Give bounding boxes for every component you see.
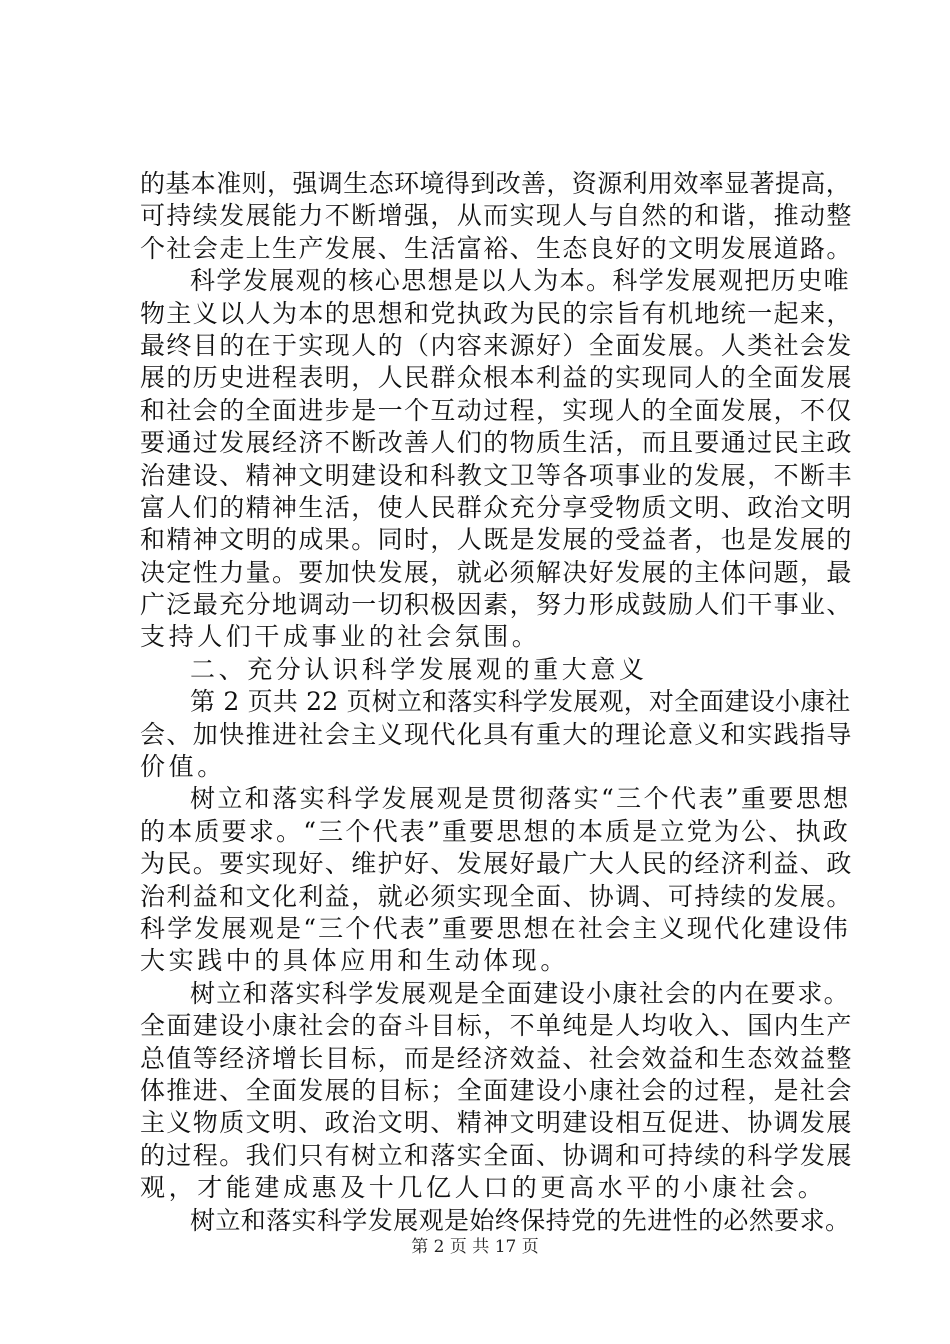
text-line: 治建设、精神文明建设和科教文卫等各项事业的发展，不断丰 — [140, 460, 853, 490]
text-line: 要通过发展经济不断改善人们的物质生活，而且要通过民主政 — [140, 428, 853, 458]
page-number: 第 2 页 共 17 页 — [411, 1237, 539, 1257]
text-line: 个社会走上生产发展、生活富裕、生态良好的文明发展道路。 — [140, 233, 853, 263]
text-line: 和精神文明的成果。同时，人既是发展的受益者，也是发展的 — [140, 525, 853, 555]
text-line: 大实践中的具体应用和生动体现。 — [140, 946, 570, 976]
text-line: 科学发展观是“三个代表”重要思想在社会主义现代化建设伟 — [140, 913, 850, 943]
text-line: 和社会的全面进步是一个互动过程，实现人的全面发展，不仅 — [140, 395, 853, 425]
text-line: 展的历史进程表明，人民群众根本利益的实现同人的全面发展 — [140, 363, 853, 393]
text-line: 富人们的精神生活，使人民群众充分享受物质文明、政治文明 — [140, 492, 853, 522]
text-line: 第 2 页共 22 页树立和落实科学发展观，对全面建设小康社 — [190, 687, 851, 717]
text-line: 总值等经济增长目标，而是经济效益、社会效益和生态效益整 — [140, 1043, 853, 1073]
text-line: 广泛最充分地调动一切积极因素，努力形成鼓励人们干事业、 — [140, 590, 853, 620]
text-line: 树立和落实科学发展观是始终保持党的先进性的必然要求。 — [190, 1205, 851, 1235]
text-line: 的过程。我们只有树立和落实全面、协调和可持续的科学发展 — [140, 1140, 853, 1170]
text-line: 可持续发展能力不断增强，从而实现人与自然的和谐，推动整 — [140, 201, 853, 231]
text-line: 观，才能建成惠及十几亿人口的更高水平的小康社会。 — [140, 1173, 827, 1203]
text-line: 价值。 — [140, 752, 226, 782]
text-line: 主义物质文明、政治文明、精神文明建设相互促进、协调发展 — [140, 1108, 853, 1138]
text-line: 治利益和文化利益，就必须实现全面、协调、可持续的发展。 — [140, 881, 853, 911]
text-line: 物主义以人为本的思想和党执政为民的宗旨有机地统一起来， — [140, 298, 853, 328]
text-line: 树立和落实科学发展观是贯彻落实“三个代表”重要思想 — [190, 784, 851, 814]
text-line: 的本质要求。“三个代表”重要思想的本质是立党为公、执政 — [140, 816, 850, 846]
text-line: 为民。要实现好、维护好、发展好最广大人民的经济利益、政 — [140, 849, 853, 879]
text-line: 树立和落实科学发展观是全面建设小康社会的内在要求。 — [190, 978, 851, 1008]
text-line: 会、加快推进社会主义现代化具有重大的理论意义和实践指导 — [140, 719, 853, 749]
text-line: 体推进、全面发展的目标；全面建设小康社会的过程，是社会 — [140, 1075, 853, 1105]
text-line: 的基本准则，强调生态环境得到改善，资源利用效率显著提高， — [140, 169, 852, 198]
text-line: 最终目的在于实现人的（内容来源好）全面发展。人类社会发 — [140, 330, 853, 360]
page-footer — [0, 1232, 950, 1257]
text-line: 决定性力量。要加快发展，就必须解决好发展的主体问题，最 — [140, 557, 853, 587]
text-line: 支持人们干成事业的社会氛围。 — [140, 622, 541, 652]
document-body — [140, 168, 854, 1237]
text-line: 全面建设小康社会的奋斗目标，不单纯是人均收入、国内生产 — [140, 1011, 853, 1041]
text-line: 科学发展观的核心思想是以人为本。科学发展观把历史唯 — [190, 266, 851, 296]
section-heading: 二、充分认识科学发展观的重大意义 — [190, 654, 648, 684]
